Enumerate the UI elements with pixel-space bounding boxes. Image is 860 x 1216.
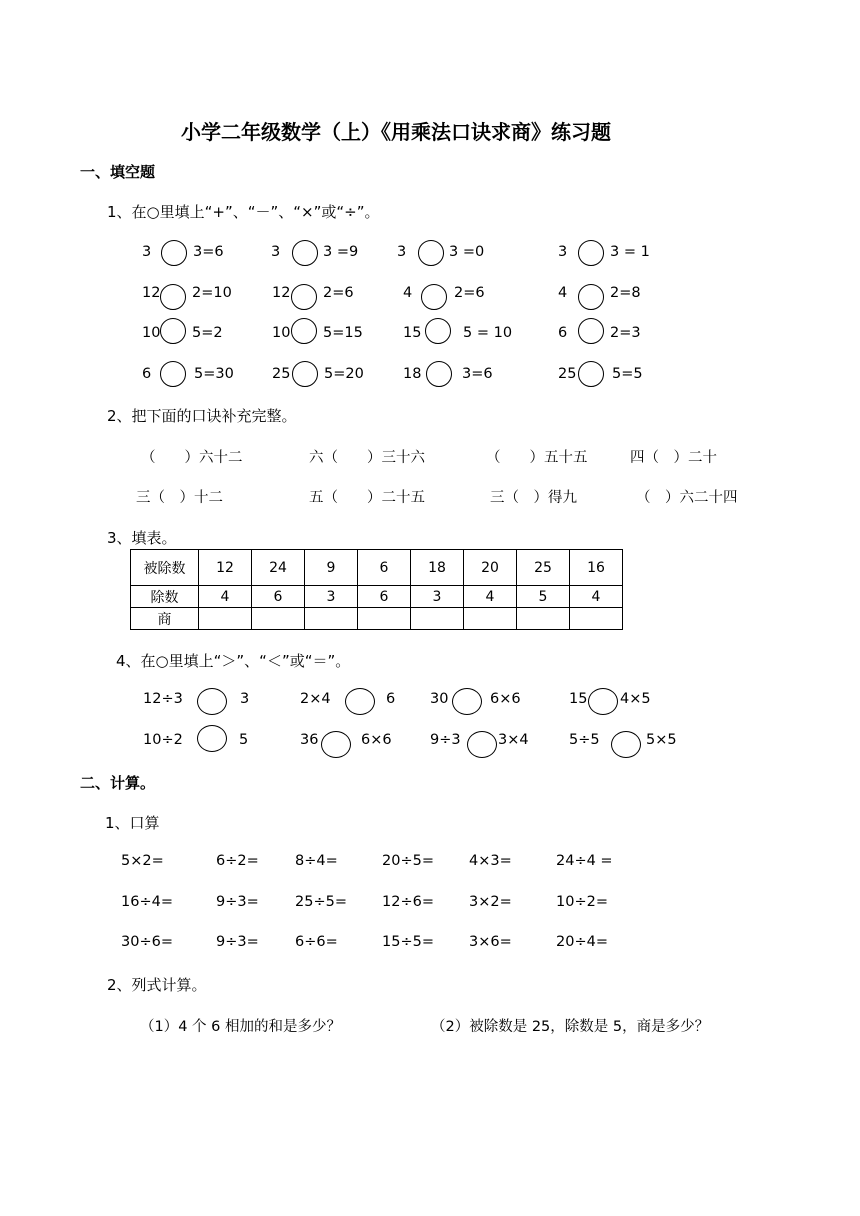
row-label-quotient: 商 xyxy=(131,608,199,630)
mental-math-prompt: 1、口算 xyxy=(105,814,160,832)
mental-math-item: 3×6= xyxy=(469,934,512,950)
q1-operand-right: 2=10 xyxy=(192,285,232,301)
q1-operand-right: 3 =9 xyxy=(323,244,359,260)
question-1-prompt: 1、在○里填上“+”、“－”、“×”或“÷”。 xyxy=(107,203,380,221)
question-2-prompt: 2、把下面的口诀补充完整。 xyxy=(107,407,297,425)
compare-left: 12÷3 xyxy=(143,691,183,707)
q1-operand-right: 5=2 xyxy=(192,325,223,341)
answer-circle[interactable] xyxy=(161,240,187,266)
q1-operand-left: 4 xyxy=(558,285,568,301)
quotient-answer-cell[interactable] xyxy=(570,608,623,630)
q1-operand-right: 2=6 xyxy=(323,285,354,301)
mental-math-item: 4×3= xyxy=(469,853,512,869)
quotient-answer-cell[interactable] xyxy=(252,608,305,630)
q1-operand-left: 3 xyxy=(142,244,152,260)
formula-blank-item[interactable]: 五（ ）二十五 xyxy=(309,490,425,506)
q1-operand-left: 6 xyxy=(558,325,568,341)
mental-math-item: 9÷3= xyxy=(216,894,259,910)
formula-blank-item[interactable]: 六（ ）三十六 xyxy=(309,450,425,466)
table-cell: 4 xyxy=(199,586,252,608)
answer-circle[interactable] xyxy=(291,284,317,310)
answer-circle[interactable] xyxy=(418,240,444,266)
table-row-quotient xyxy=(131,608,623,630)
mental-math-item: 6÷2= xyxy=(216,853,259,869)
answer-circle[interactable] xyxy=(292,361,318,387)
answer-circle[interactable] xyxy=(160,284,186,310)
row-label-divisor: 除数 xyxy=(131,586,199,608)
compare-right: 5×5 xyxy=(646,732,677,748)
q1-operand-left: 12 xyxy=(272,285,291,301)
q1-operand-left: 3 xyxy=(271,244,281,260)
quotient-answer-cell[interactable] xyxy=(305,608,358,630)
table-cell: 4 xyxy=(464,586,517,608)
q1-operand-right: 5=20 xyxy=(324,366,364,382)
answer-circle[interactable] xyxy=(160,361,186,387)
compare-left: 2×4 xyxy=(300,691,331,707)
q1-operand-right: 3 =0 xyxy=(449,244,485,260)
q1-operand-right: 3=6 xyxy=(193,244,224,260)
q1-operand-right: 5=5 xyxy=(612,366,643,382)
compare-circle[interactable] xyxy=(467,731,497,758)
table-cell: 12 xyxy=(199,550,252,586)
formula-blank-item[interactable]: （ ）五十五 xyxy=(486,450,588,466)
compare-right: 5 xyxy=(239,732,249,748)
table-cell: 4 xyxy=(570,586,623,608)
answer-circle[interactable] xyxy=(578,361,604,387)
q1-operand-left: 25 xyxy=(558,366,577,382)
q1-operand-left: 12 xyxy=(142,285,161,301)
table-cell: 3 xyxy=(305,586,358,608)
q1-operand-left: 10 xyxy=(272,325,291,341)
section-heading-fill-blanks: 一、填空题 xyxy=(80,163,156,181)
answer-circle[interactable] xyxy=(578,240,604,266)
word-problem-2: （2）被除数是 25，除数是 5，商是多少？ xyxy=(431,1019,710,1035)
mental-math-item: 10÷2= xyxy=(556,894,608,910)
section-heading-calculation: 二、计算。 xyxy=(80,774,156,792)
mental-math-item: 15÷5= xyxy=(382,934,434,950)
table-cell: 6 xyxy=(252,586,305,608)
quotient-answer-cell[interactable] xyxy=(517,608,570,630)
quotient-answer-cell[interactable] xyxy=(358,608,411,630)
q1-operand-right: 5 = 10 xyxy=(463,325,513,341)
q1-operand-right: 3=6 xyxy=(462,366,493,382)
table-cell: 20 xyxy=(464,550,517,586)
table-row-divisor xyxy=(131,586,623,608)
q1-operand-left: 18 xyxy=(403,366,422,382)
table-cell: 18 xyxy=(411,550,464,586)
q1-operand-right: 5=30 xyxy=(194,366,234,382)
mental-math-item: 20÷4= xyxy=(556,934,608,950)
compare-circle[interactable] xyxy=(345,688,375,715)
row-label-dividend: 被除数 xyxy=(131,550,199,586)
compare-right: 6×6 xyxy=(490,691,521,707)
q1-operand-left: 10 xyxy=(142,325,161,341)
q1-operand-right: 2=3 xyxy=(610,325,641,341)
formula-blank-item[interactable]: 三（ ）得九 xyxy=(490,490,577,506)
mental-math-item: 6÷6= xyxy=(295,934,338,950)
mental-math-item: 16÷4= xyxy=(121,894,173,910)
table-cell: 24 xyxy=(252,550,305,586)
compare-left: 10÷2 xyxy=(143,732,183,748)
quotient-answer-cell[interactable] xyxy=(199,608,252,630)
answer-circle[interactable] xyxy=(291,318,317,344)
table-cell: 6 xyxy=(358,550,411,586)
answer-circle[interactable] xyxy=(578,318,604,344)
mental-math-item: 8÷4= xyxy=(295,853,338,869)
compare-circle[interactable] xyxy=(452,688,482,715)
question-3-prompt: 3、填表。 xyxy=(107,529,177,547)
compare-left: 30 xyxy=(430,691,449,707)
division-table xyxy=(130,549,623,630)
compare-left: 5÷5 xyxy=(569,732,600,748)
answer-circle[interactable] xyxy=(426,361,452,387)
compare-right: 6×6 xyxy=(361,732,392,748)
mental-math-item: 25÷5= xyxy=(295,894,347,910)
answer-circle[interactable] xyxy=(292,240,318,266)
table-cell: 16 xyxy=(570,550,623,586)
compare-circle[interactable] xyxy=(588,688,618,715)
q1-operand-left: 4 xyxy=(403,285,413,301)
mental-math-item: 30÷6= xyxy=(121,934,173,950)
formula-blank-item[interactable]: 四（ ）二十 xyxy=(630,450,717,466)
compare-left: 15 xyxy=(569,691,588,707)
answer-circle[interactable] xyxy=(578,284,604,310)
q1-operand-right: 5=15 xyxy=(323,325,363,341)
formula-blank-item[interactable]: （ ）六十二 xyxy=(141,450,243,466)
mental-math-item: 20÷5= xyxy=(382,853,434,869)
answer-circle[interactable] xyxy=(425,318,451,344)
compare-circle[interactable] xyxy=(197,725,227,752)
mental-math-item: 24÷4 = xyxy=(556,853,613,869)
table-row-dividend xyxy=(131,550,623,586)
column-calc-prompt: 2、列式计算。 xyxy=(107,976,207,994)
q1-operand-right: 2=6 xyxy=(454,285,485,301)
table-cell: 9 xyxy=(305,550,358,586)
table-cell: 6 xyxy=(358,586,411,608)
compare-left: 9÷3 xyxy=(430,732,461,748)
mental-math-item: 9÷3= xyxy=(216,934,259,950)
q1-operand-left: 15 xyxy=(403,325,422,341)
compare-left: 36 xyxy=(300,732,319,748)
compare-right: 6 xyxy=(386,691,396,707)
q1-operand-left: 3 xyxy=(397,244,407,260)
compare-right: 4×5 xyxy=(620,691,651,707)
q1-operand-right: 3 = 1 xyxy=(610,244,650,260)
q1-operand-left: 3 xyxy=(558,244,568,260)
quotient-answer-cell[interactable] xyxy=(411,608,464,630)
question-4-prompt: 4、在○里填上“＞”、“＜”或“＝”。 xyxy=(116,652,351,670)
compare-circle[interactable] xyxy=(197,688,227,715)
q1-operand-right: 2=8 xyxy=(610,285,641,301)
compare-circle[interactable] xyxy=(321,731,351,758)
answer-circle[interactable] xyxy=(160,318,186,344)
answer-circle[interactable] xyxy=(421,284,447,310)
formula-blank-item[interactable]: 三（ ）十二 xyxy=(136,490,223,506)
table-cell: 3 xyxy=(411,586,464,608)
mental-math-item: 3×2= xyxy=(469,894,512,910)
table-cell: 5 xyxy=(517,586,570,608)
page-title: 小学二年级数学（上）《用乘法口诀求商》练习题 xyxy=(181,120,611,144)
compare-right: 3 xyxy=(240,691,250,707)
table-cell: 25 xyxy=(517,550,570,586)
q1-operand-left: 25 xyxy=(272,366,291,382)
compare-right: 3×4 xyxy=(498,732,529,748)
mental-math-item: 12÷6= xyxy=(382,894,434,910)
mental-math-item: 5×2= xyxy=(121,853,164,869)
quotient-answer-cell[interactable] xyxy=(464,608,517,630)
word-problem-1: （1）4 个 6 相加的和是多少？ xyxy=(140,1019,342,1035)
compare-circle[interactable] xyxy=(611,731,641,758)
q1-operand-left: 6 xyxy=(142,366,152,382)
formula-blank-item[interactable]: （ ）六二十四 xyxy=(636,490,738,506)
